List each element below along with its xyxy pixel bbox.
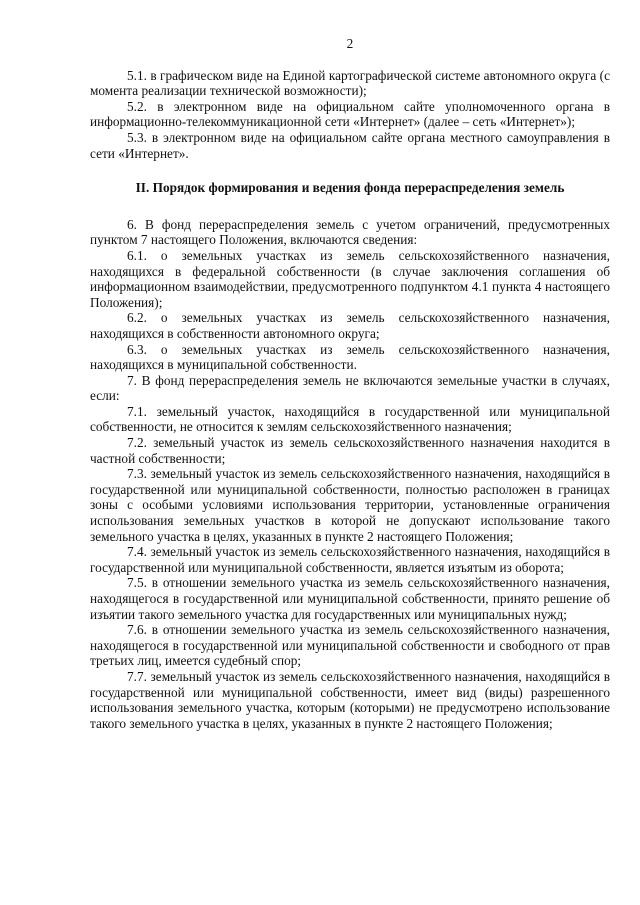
paragraph-5-2: 5.2. в электронном виде на официальном сайте уполномоченного органа в информационно-телекоммуникационной сети «Интернет» (далее – сеть «Интернет»); [90, 98, 610, 130]
paragraph-7-5: 7.5. в отношении земельного участка из земель сельскохозяйственного назначения, находящегося в государственной или муниципальной собственности, принято решение об изъятии такого земельного участка для государственных или муниципальных нужд; [90, 575, 610, 622]
paragraph-7-1: 7.1. земельный участок, находящийся в государственной или муниципальной собственности, не относится к землям сельскохозяйственного назначения; [90, 403, 610, 435]
paragraph-7-6: 7.6. в отношении земельного участка из земель сельскохозяйственного назначения, находящегося в государственной или муниципальной собственности и свободного от прав третьих лиц, имеется судебный спор; [90, 622, 610, 669]
paragraph-7: 7. В фонд перераспределения земель не включаются земельные участки в случаях, если: [90, 372, 610, 404]
paragraph-6-1: 6.1. о земельных участках из земель сельскохозяйственного назначения, находящихся в федеральной собственности (в случае заключения соглашения об информационном взаимодействии, предусмотренного подпунктом 4.1 пункта 4 настоящего Положения); [90, 247, 610, 310]
paragraph-6: 6. В фонд перераспределения земель с учетом ограничений, предусмотренных пунктом 7 настоящего Положения, включаются сведения: [90, 216, 610, 248]
document-page [90, 36, 610, 731]
paragraph-5-3: 5.3. в электронном виде на официальном сайте органа местного самоуправления в сети «Интернет». [90, 129, 610, 161]
paragraph-7-4: 7.4. земельный участок из земель сельскохозяйственного назначения, находящийся в государственной или муниципальной собственности, является изъятым из оборота; [90, 544, 610, 575]
paragraph-6-3: 6.3. о земельных участках из земель сельскохозяйственного назначения, находящихся в муниципальной собственности. [90, 341, 610, 373]
paragraph-7-2: 7.2. земельный участок из земель сельскохозяйственного назначения находится в частной собственности; [90, 435, 610, 466]
paragraph-5-1: 5.1. в графическом виде на Единой картографической системе автономного округа (с момента реализации технической возможности); [90, 67, 610, 99]
paragraph-7-3: 7.3. земельный участок из земель сельскохозяйственного назначения, находящийся в государственной или муниципальной собственности, полностью расположен в границах зоны с особыми условиями использования территории, установленные ограничения использования земельных участков в которой не допускают использование такого земельного участка в целях, указанных в пункте 2 настоящего Положения; [90, 466, 610, 544]
paragraph-7-7: 7.7. земельный участок из земель сельскохозяйственного назначения, находящийся в государственной или муниципальной собственности, имеет вид (виды) разрешенного использования земельного участка, которым (которыми) не предусмотрено использование такого земельного участка в целях, указанных в пункте 2 настоящего Положения; [90, 668, 610, 731]
section-heading: II. Порядок формирования и ведения фонда перераспределения земель [135, 180, 565, 196]
paragraph-6-2: 6.2. о земельных участках из земель сельскохозяйственного назначения, находящихся в собственности автономного округа; [90, 310, 610, 341]
page-number: 2 [346, 36, 354, 51]
